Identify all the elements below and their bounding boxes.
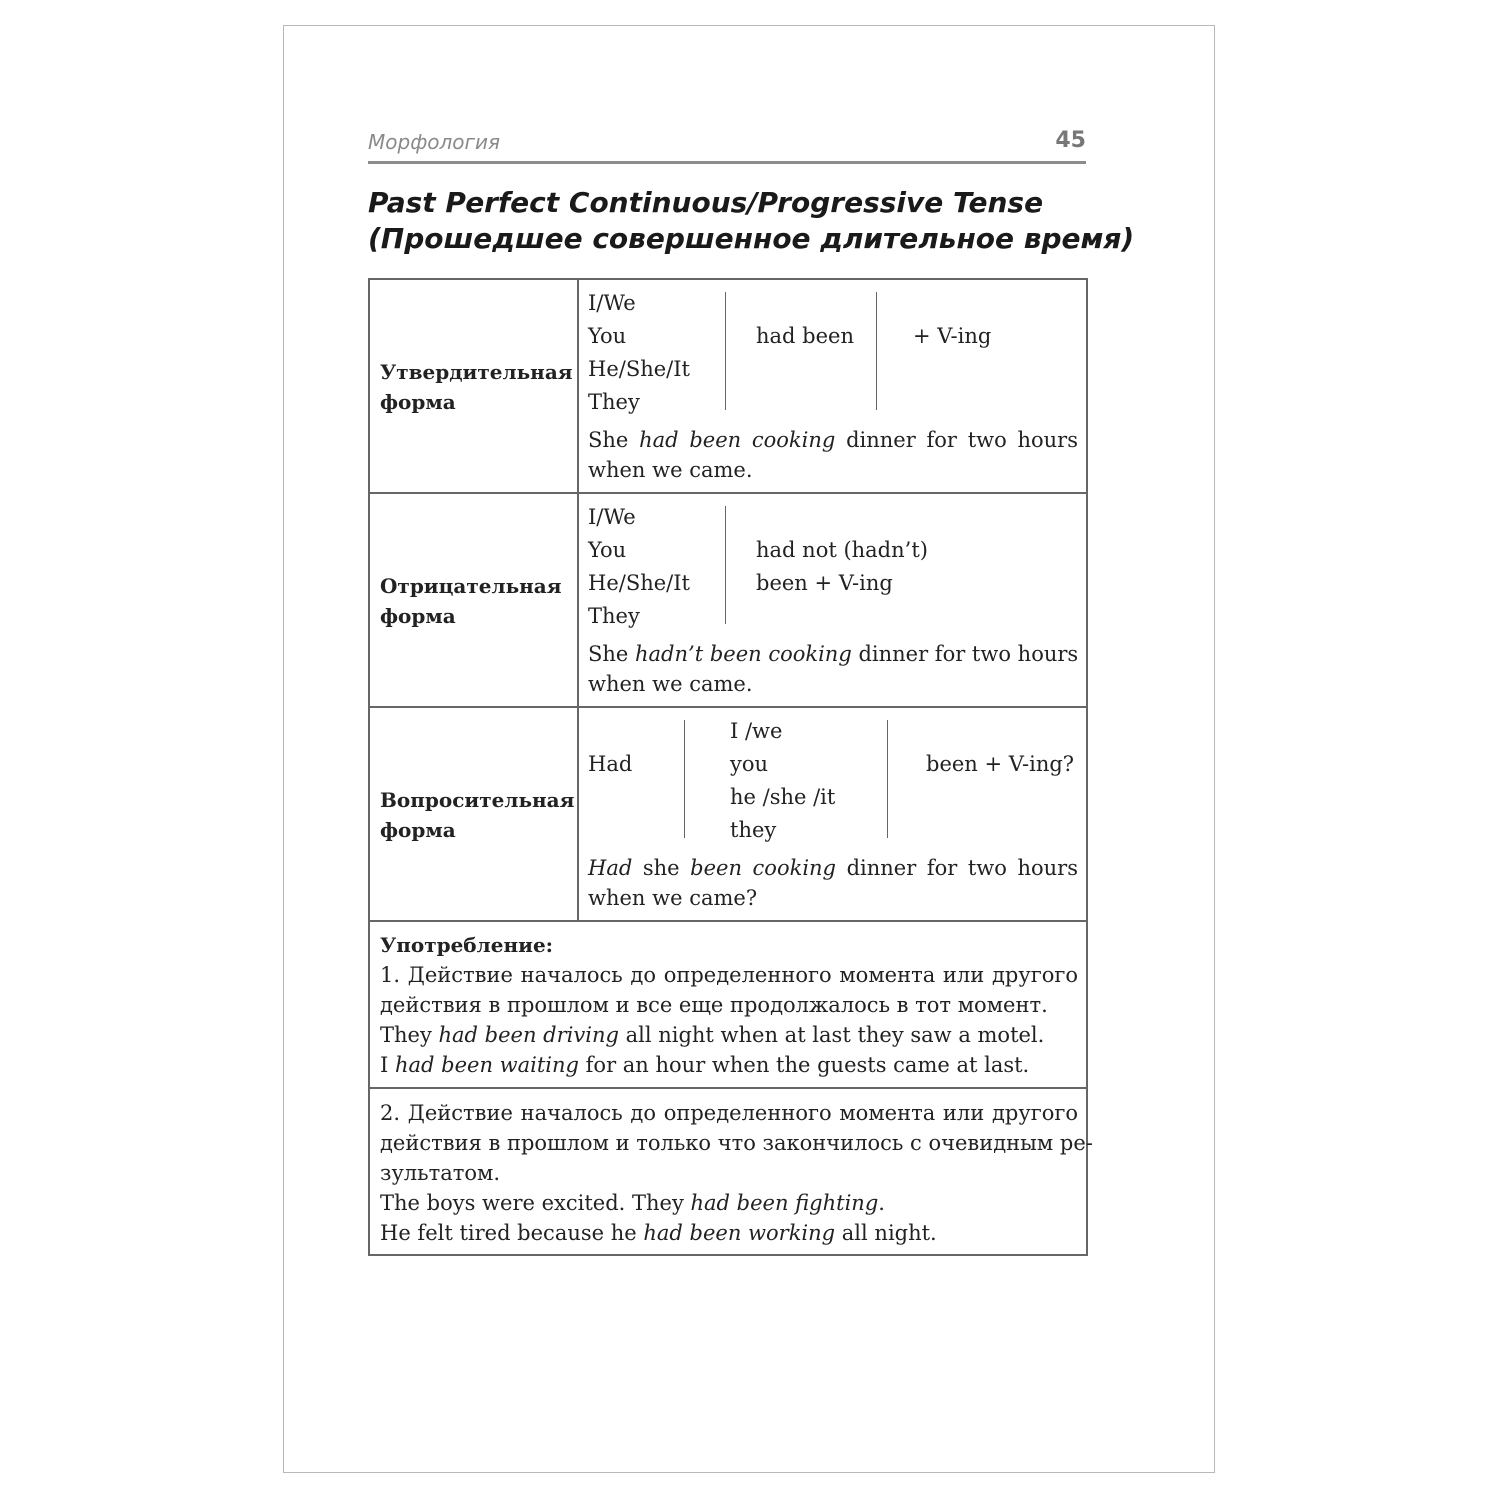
pronoun: I/We [588,505,636,529]
example-sentence: Had she been cooking dinner for two hours when we came? [588,856,1078,910]
usage-rule-cont: действия в прошлом и только что закончилось с очевидным ре- [380,1131,1093,1155]
row-divider [370,920,1086,922]
emphasized-verb: hadn’t been cooking [635,642,852,666]
verb-form: been + V-ing? [926,752,1075,776]
emphasized-verb: had been waiting [394,1053,579,1077]
pronoun: he /she /it [730,785,836,809]
pronoun: They [588,390,640,414]
label-column-divider [577,280,579,920]
usage-example: They had been driving all night when at last they saw a motel. [380,1023,1045,1047]
title-english: Past Perfect Continuous/Progressive Tense [368,186,1044,219]
running-header [368,128,1086,164]
usage-section-2 [380,1098,1093,1248]
auxiliary: had not (hadn’t) [756,538,928,562]
emphasized-auxiliary: Had [588,856,633,880]
example-sentence: She hadn’t been cooking dinner for two hours when we came. [588,642,1079,696]
pronoun: You [588,538,627,562]
negative-label-form: форма [380,604,456,628]
title-russian: (Прошедшее совершенное длительное время) [368,222,1135,255]
usage-rule: 1. Действие началось до определенного момента или другого [380,963,1078,987]
auxiliary: had been [756,324,854,348]
negative-label: Отрицательная [380,574,562,598]
affirmative-label-form: форма [380,390,456,414]
emphasized-verb: had been working [643,1221,836,1245]
pronoun: I /we [730,719,783,743]
emphasized-verb: had been driving [438,1023,619,1047]
cell-divider [876,292,877,410]
pronoun: He/She/It [588,357,690,381]
auxiliary: Had [588,752,633,776]
emphasized-verb: had been fighting [690,1191,879,1215]
cell-divider [725,292,726,410]
usage-rule: 2. Действие началось до определенного момента или другого [380,1101,1078,1125]
usage-heading: Употребление: [380,933,554,957]
cell-divider [725,506,726,624]
usage-rule-cont: действия в прошлом и все еще продолжалось в тот момент. [380,993,1048,1017]
usage-example: The boys were excited. They had been fighting. [380,1191,885,1215]
verb-form: + V-ing [913,324,992,348]
emphasized-verb: had been cooking [639,428,836,452]
example-sentence: She had been cooking dinner for two hours when we came. [588,428,1078,482]
auxiliary-verb: been + V-ing [756,571,893,595]
pronoun: I/We [588,291,636,315]
emphasized-verb: been cooking [690,856,837,880]
grammar-table [368,278,1093,1256]
cell-divider [887,720,888,838]
pronoun: They [588,604,640,628]
interrogative-label: Вопросительная [380,788,575,812]
row-divider [370,1087,1086,1089]
pronoun: they [730,818,777,842]
page-number: 45 [1055,128,1086,153]
row-divider [370,492,1086,494]
pronoun: You [588,324,627,348]
cell-divider [684,720,685,838]
usage-section-1 [380,930,1078,1080]
page-title [368,185,1135,257]
pronoun: you [730,752,769,776]
section-name: Морфология [368,130,501,154]
interrogative-label-form: форма [380,818,456,842]
affirmative-label: Утвердительная [380,360,573,384]
row-divider [370,706,1086,708]
usage-example: He felt tired because he had been working all night. [380,1221,937,1245]
usage-rule-cont: зультатом. [380,1161,500,1185]
pronoun: He/She/It [588,571,690,595]
usage-example: I had been waiting for an hour when the guests came at last. [380,1053,1030,1077]
